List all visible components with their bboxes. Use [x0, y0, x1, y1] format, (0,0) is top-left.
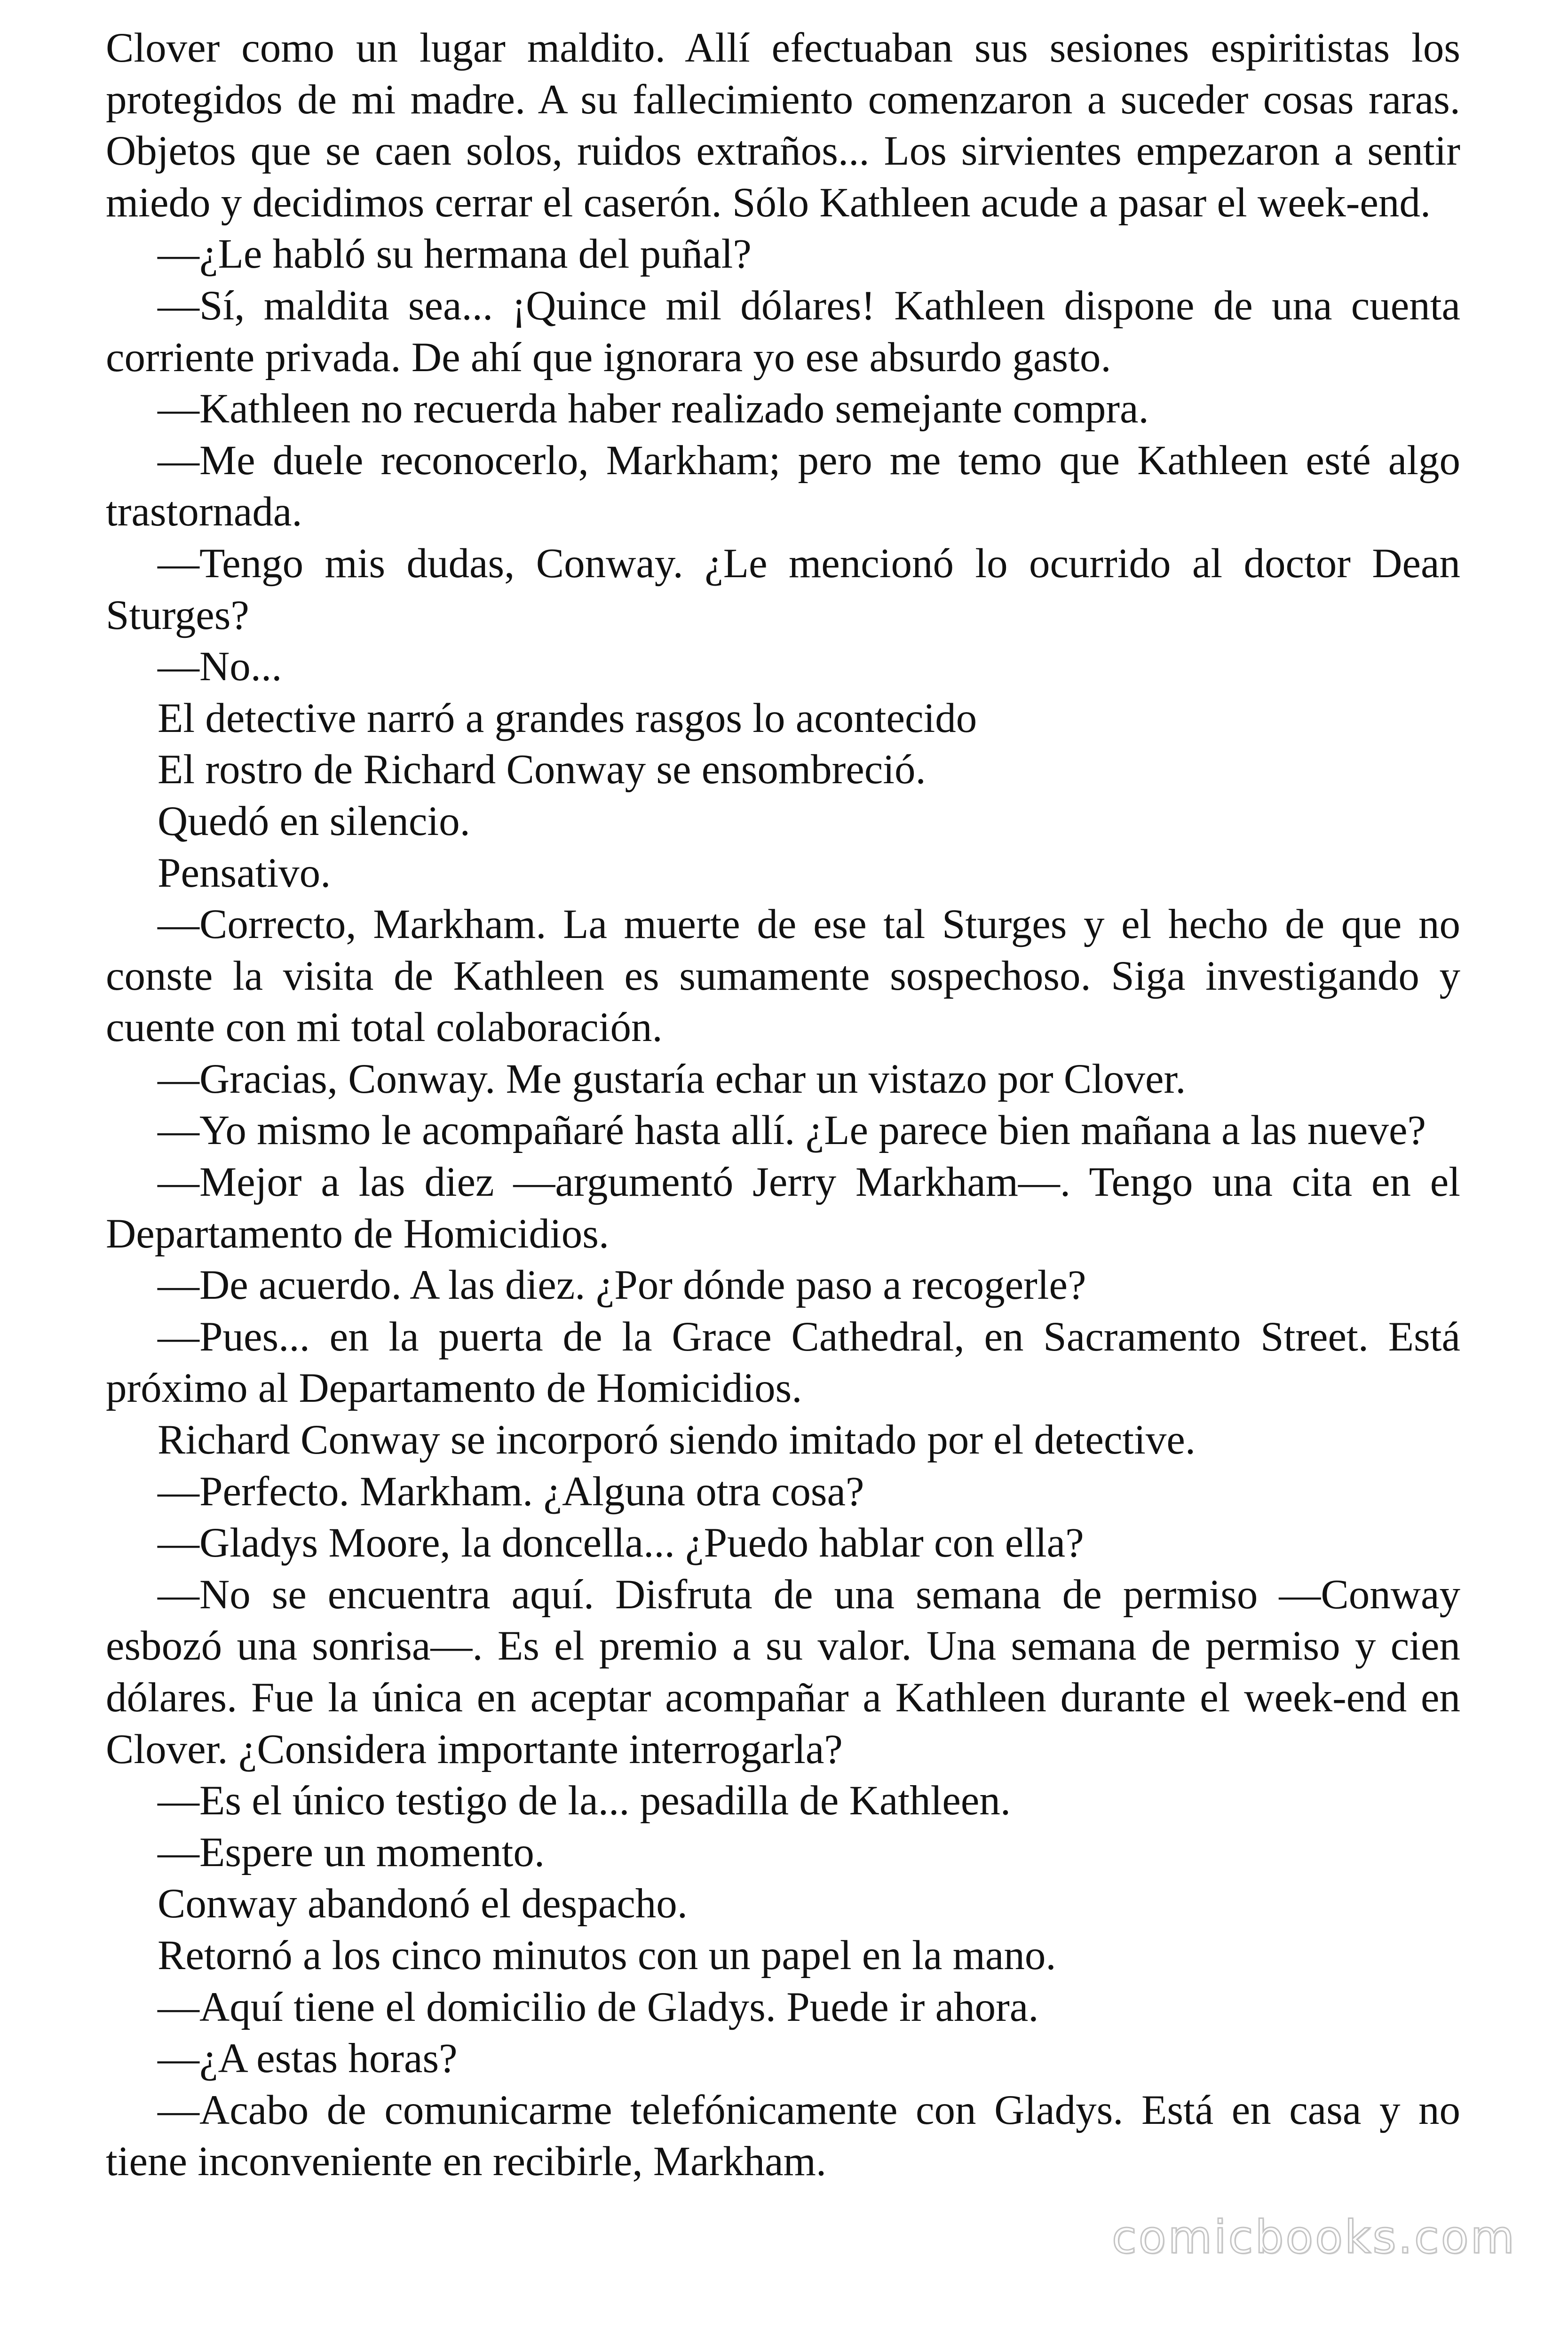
paragraph: —No... — [158, 644, 282, 690]
paragraph: —No se encuentra aquí. Disfruta de una semana de permiso —Conway esbozó una sonrisa—. Es el premio a su valor. Una semana de permiso y cien dólares. Fue la única en aceptar acompañar a Kathleen durante el week-end en Clover. ¿Considera importante interrogarla? — [106, 1571, 1460, 1772]
paragraph: —Yo mismo le acompañaré hasta allí. ¿Le parece bien mañana a las nueve? — [158, 1107, 1426, 1154]
paragraph: —Acabo de comunicarme telefónicamente con Gladys. Está en casa y no tiene inconveniente en recibirle, Markham. — [106, 2087, 1460, 2185]
page-text — [106, 23, 1460, 2188]
paragraph: —Gracias, Conway. Me gustaría echar un vistazo por Clover. — [158, 1056, 1186, 1102]
paragraph: —Me duele reconocerlo, Markham; pero me temo que Kathleen esté algo trastornada. — [106, 437, 1460, 535]
paragraph: —Perfecto. Markham. ¿Alguna otra cosa? — [158, 1468, 864, 1515]
paragraph: —Mejor a las diez —argumentó Jerry Markham—. Tengo una cita en el Departamento de Homicidios. — [106, 1159, 1460, 1257]
paragraph: —¿A estas horas? — [158, 2035, 458, 2082]
paragraph: —Tengo mis dudas, Conway. ¿Le mencionó lo ocurrido al doctor Dean Sturges? — [106, 540, 1460, 638]
paragraph: Conway abandonó el despacho. — [158, 1881, 688, 1927]
paragraph: —Aquí tiene el domicilio de Gladys. Puede ir ahora. — [158, 1984, 1039, 2030]
paragraph: —Sí, maldita sea... ¡Quince mil dólares! Kathleen dispone de una cuenta corriente privada. De ahí que ignorara yo ese absurdo gasto. — [106, 282, 1460, 381]
paragraph: —Gladys Moore, la doncella... ¿Puedo hablar con ella? — [158, 1520, 1084, 1566]
paragraph: Richard Conway se incorporó siendo imitado por el detective. — [158, 1417, 1196, 1463]
paragraph: El rostro de Richard Conway se ensombreció. — [158, 747, 926, 793]
watermark: comicbooks.com — [1111, 2211, 1516, 2264]
paragraph: —¿Le habló su hermana del puñal? — [158, 231, 752, 278]
paragraph: Retornó a los cinco minutos con un papel en la mano. — [158, 1932, 1056, 1979]
paragraph: —Espere un momento. — [158, 1829, 545, 1875]
paragraph: Quedó en silencio. — [158, 798, 470, 844]
paragraph: —De acuerdo. A las diez. ¿Por dónde paso a recogerle? — [158, 1262, 1086, 1309]
paragraph: —Kathleen no recuerda haber realizado semejante compra. — [158, 386, 1149, 432]
paragraph: Pensativo. — [158, 850, 331, 896]
paragraph: El detective narró a grandes rasgos lo acontecido — [158, 695, 977, 741]
paragraph: —Correcto, Markham. La muerte de ese tal Sturges y el hecho de que no conste la visita de Kathleen es sumamente sospechoso. Siga investigando y cuente con mi total colaboración. — [106, 901, 1460, 1051]
paragraph: Clover como un lugar maldito. Allí efectuaban sus sesiones espiritistas los protegidos de mi madre. A su fallecimiento comenzaron a suceder cosas raras. Objetos que se caen solos, ruidos extraños... Los sirvientes empezaron a sentir miedo y decidimos cerrar el caserón. Sólo Kathleen acude a pasar el week-end. — [106, 25, 1460, 226]
paragraph: —Es el único testigo de la... pesadilla de Kathleen. — [158, 1778, 1011, 1824]
paragraph: —Pues... en la puerta de la Grace Cathedral, en Sacramento Street. Está próximo al Departamento de Homicidios. — [106, 1313, 1460, 1412]
